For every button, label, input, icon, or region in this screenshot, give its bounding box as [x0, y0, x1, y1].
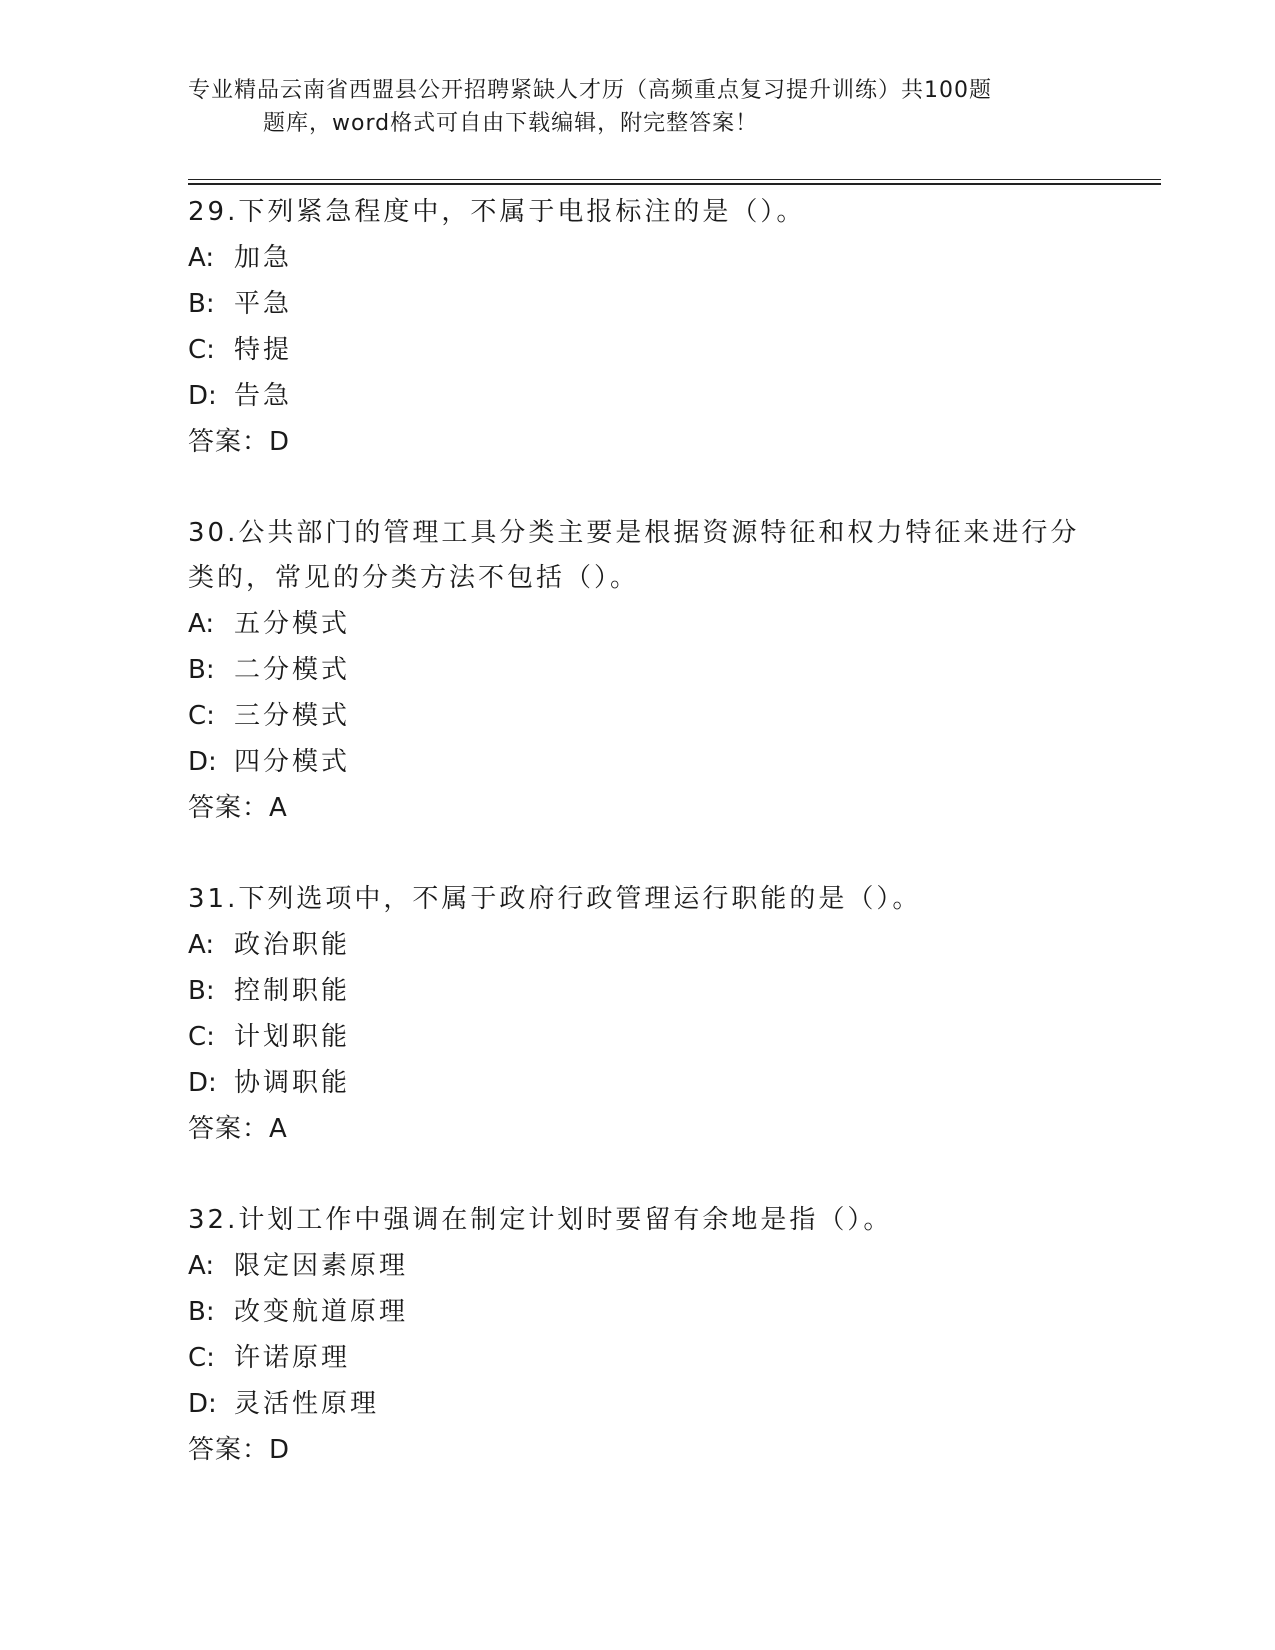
- option-text: 改变航道原理: [234, 1297, 409, 1327]
- option-b: [188, 1289, 1088, 1335]
- option-b: [188, 281, 1088, 327]
- option-text: 计划职能: [234, 1022, 351, 1052]
- option-b: [188, 968, 1088, 1014]
- document-header: [188, 74, 1088, 140]
- question-29: [188, 190, 1088, 465]
- header-divider-thick: [188, 183, 1161, 185]
- option-d: [188, 373, 1088, 419]
- option-label: D:: [188, 1389, 217, 1419]
- question-stem: 30.公共部门的管理工具分类主要是根据资源特征和权力特征来进行分类的，常见的分类方法不包括（）。: [188, 518, 1080, 593]
- option-c: [188, 1335, 1088, 1381]
- answer-line: 答案：A: [188, 793, 288, 823]
- option-label: A:: [188, 1251, 215, 1281]
- option-label: A:: [188, 930, 215, 960]
- option-c: [188, 327, 1088, 373]
- option-label: A:: [188, 609, 215, 639]
- option-label: C:: [188, 1343, 215, 1373]
- option-text: 加急: [234, 243, 293, 273]
- option-text: 平急: [234, 289, 293, 319]
- option-label: C:: [188, 335, 215, 365]
- header-divider-thin: [188, 179, 1161, 180]
- answer-line: 答案：D: [188, 427, 291, 457]
- option-b: [188, 647, 1088, 693]
- option-label: B:: [188, 289, 215, 319]
- option-d: [188, 739, 1088, 785]
- option-d: [188, 1060, 1088, 1106]
- option-text: 限定因素原理: [234, 1251, 409, 1281]
- option-text: 三分模式: [234, 701, 351, 731]
- option-a: [188, 601, 1088, 647]
- question-stem: 32.计划工作中强调在制定计划时要留有余地是指（）。: [188, 1205, 893, 1235]
- question-stem: 29.下列紧急程度中，不属于电报标注的是（）。: [188, 197, 806, 227]
- option-label: D:: [188, 1068, 217, 1098]
- answer-line: 答案：D: [188, 1435, 291, 1465]
- answer-line: 答案：A: [188, 1114, 288, 1144]
- question-31: [188, 877, 1088, 1152]
- option-text: 二分模式: [234, 655, 351, 685]
- option-text: 特提: [234, 335, 293, 365]
- option-text: 五分模式: [234, 609, 351, 639]
- option-label: B:: [188, 1297, 215, 1327]
- option-text: 政治职能: [234, 930, 351, 960]
- option-label: C:: [188, 701, 215, 731]
- option-text: 控制职能: [234, 976, 351, 1006]
- option-c: [188, 693, 1088, 739]
- question-30: [188, 511, 1088, 831]
- option-label: C:: [188, 1022, 215, 1052]
- question-32: [188, 1198, 1088, 1473]
- option-text: 许诺原理: [234, 1343, 351, 1373]
- option-d: [188, 1381, 1088, 1427]
- option-a: [188, 235, 1088, 281]
- option-a: [188, 922, 1088, 968]
- option-text: 协调职能: [234, 1068, 351, 1098]
- option-label: D:: [188, 381, 217, 411]
- option-text: 灵活性原理: [234, 1389, 380, 1419]
- option-label: D:: [188, 747, 217, 777]
- question-stem: 31.下列选项中，不属于政府行政管理运行职能的是（）。: [188, 884, 922, 914]
- option-a: [188, 1243, 1088, 1289]
- option-label: A:: [188, 243, 215, 273]
- header-title-line-2: 题库，word格式可自由下载编辑，附完整答案！: [263, 111, 759, 136]
- option-c: [188, 1014, 1088, 1060]
- option-label: B:: [188, 655, 215, 685]
- option-text: 四分模式: [234, 747, 351, 777]
- option-text: 告急: [234, 381, 293, 411]
- header-title-line-1: 专业精品云南省西盟县公开招聘紧缺人才历（高频重点复习提升训练）共100题: [188, 78, 992, 103]
- question-list: [188, 190, 1088, 1519]
- option-label: B:: [188, 976, 215, 1006]
